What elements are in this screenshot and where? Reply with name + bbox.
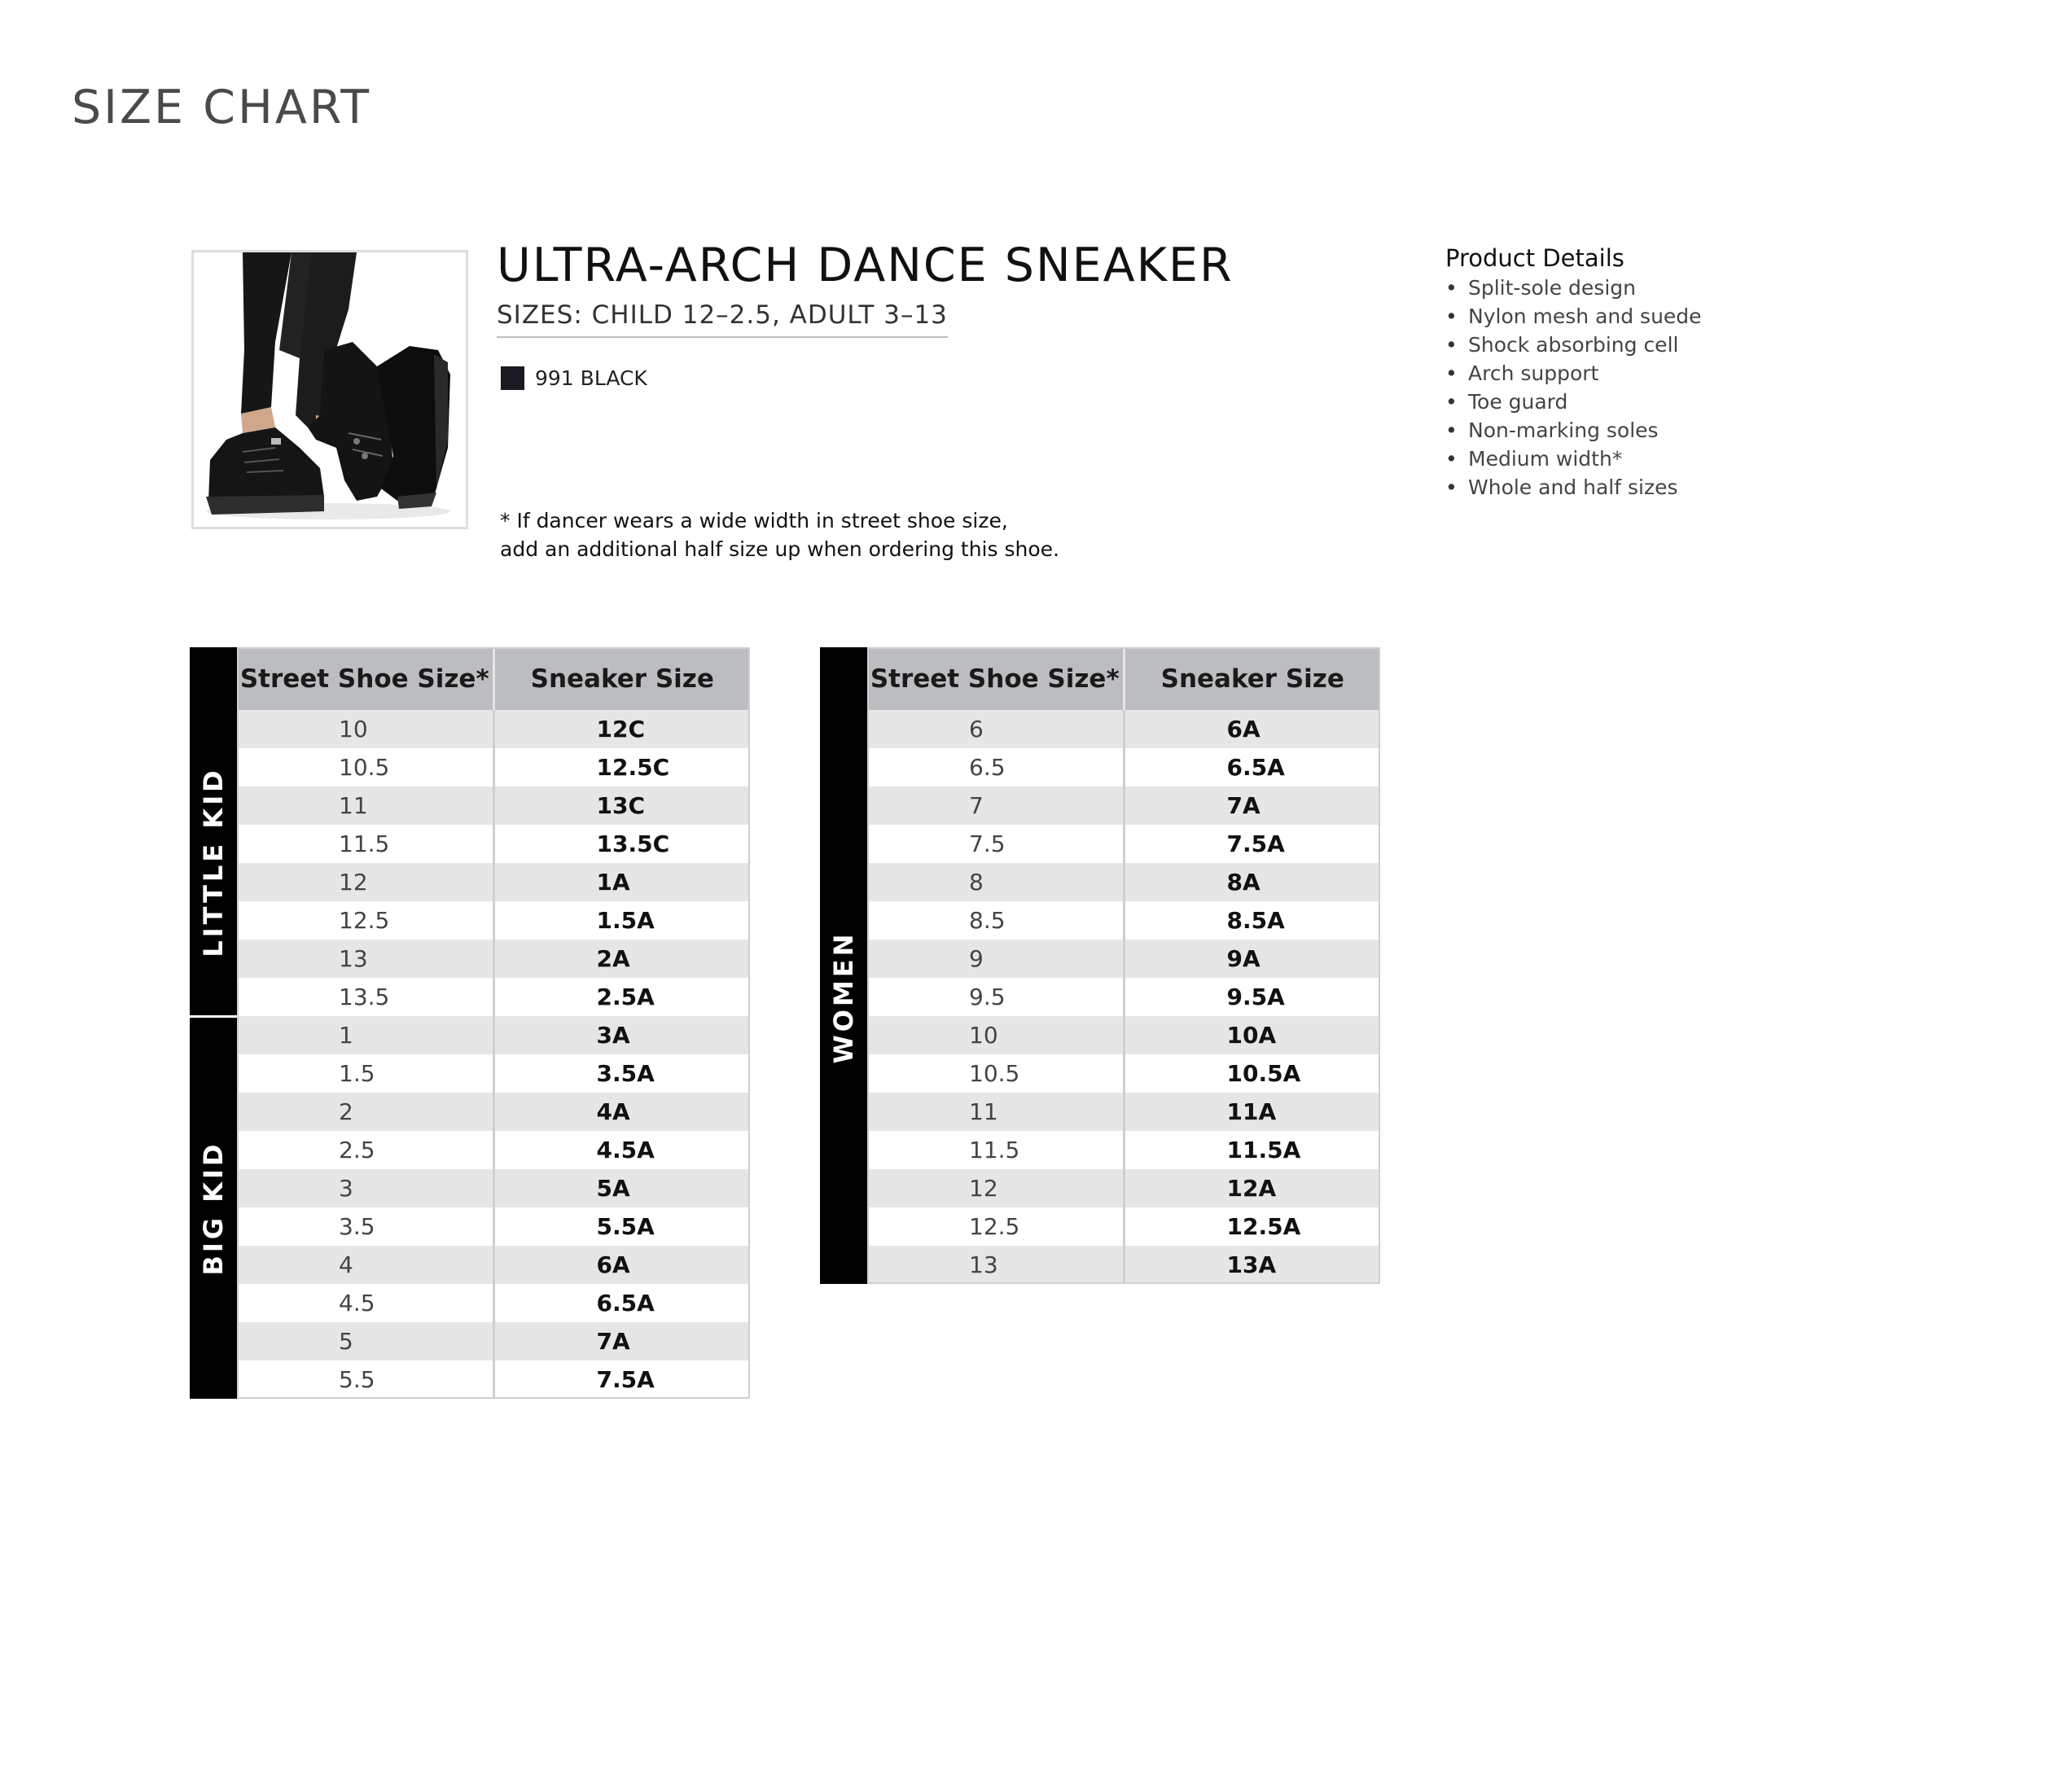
table-row bbox=[190, 1360, 750, 1399]
street-size-cell: 9.5 bbox=[867, 978, 1124, 1016]
color-swatch bbox=[501, 366, 524, 390]
street-size-cell: 9 bbox=[867, 940, 1124, 978]
street-size-cell: 2 bbox=[237, 1093, 493, 1131]
women-size-table bbox=[820, 647, 1380, 1284]
street-size-cell: 12.5 bbox=[867, 1207, 1124, 1246]
sneaker-size-cell: 3.5A bbox=[493, 1054, 750, 1093]
street-size-header: Street Shoe Size* bbox=[237, 647, 493, 710]
sneaker-size-cell: 2.5A bbox=[493, 978, 750, 1016]
sneaker-size-cell: 13.5C bbox=[493, 825, 750, 863]
street-size-cell: 12.5 bbox=[237, 901, 493, 940]
sneaker-size-cell: 7.5A bbox=[493, 1360, 750, 1399]
table-row bbox=[190, 1246, 750, 1284]
street-size-cell: 8.5 bbox=[867, 901, 1124, 940]
table-row bbox=[190, 786, 750, 825]
sneaker-size-cell: 2A bbox=[493, 940, 750, 978]
product-detail-item: • Non-marking soles bbox=[1445, 416, 1702, 445]
street-size-cell: 4.5 bbox=[237, 1284, 493, 1322]
size-group-label bbox=[190, 1016, 237, 1399]
sneaker-size-cell: 7.5A bbox=[1124, 825, 1380, 863]
table-row bbox=[820, 1169, 1380, 1207]
sneaker-size-cell: 6A bbox=[1124, 710, 1380, 748]
size-group-text: LITTLE KID bbox=[198, 767, 229, 957]
table-row bbox=[190, 901, 750, 940]
sneaker-size-cell: 12A bbox=[1124, 1169, 1380, 1207]
sneaker-size-cell: 6.5A bbox=[493, 1284, 750, 1322]
table-row bbox=[820, 863, 1380, 901]
table-row bbox=[190, 1207, 750, 1246]
sneaker-size-cell: 7A bbox=[1124, 786, 1380, 825]
table-row bbox=[190, 863, 750, 901]
footnote-line-2: add an additional half size up when ordering this shoe. bbox=[500, 537, 1059, 561]
product-detail-item: • Medium width* bbox=[1445, 445, 1702, 473]
product-details-title: Product Details bbox=[1445, 244, 1624, 272]
product-detail-item: • Toe guard bbox=[1445, 388, 1702, 416]
table-row bbox=[820, 978, 1380, 1016]
sneaker-size-cell: 1A bbox=[493, 863, 750, 901]
street-size-cell: 13.5 bbox=[237, 978, 493, 1016]
table-corner bbox=[820, 647, 867, 710]
street-size-cell: 12 bbox=[237, 863, 493, 901]
table-row bbox=[820, 1207, 1380, 1246]
table-corner bbox=[190, 647, 237, 710]
product-photo bbox=[191, 250, 468, 529]
street-size-cell: 11.5 bbox=[867, 1131, 1124, 1169]
street-size-cell: 10 bbox=[867, 1016, 1124, 1054]
product-size-range: SIZES: CHILD 12–2.5, ADULT 3–13 bbox=[497, 303, 948, 338]
street-size-cell: 2.5 bbox=[237, 1131, 493, 1169]
table-row bbox=[820, 1246, 1380, 1284]
street-size-cell: 1.5 bbox=[237, 1054, 493, 1093]
table-row bbox=[820, 710, 1380, 748]
size-group-text: BIG KID bbox=[198, 1141, 229, 1276]
table-row bbox=[820, 1054, 1380, 1093]
product-detail-item: • Split-sole design bbox=[1445, 274, 1702, 302]
street-size-header: Street Shoe Size* bbox=[867, 647, 1124, 710]
sneaker-size-cell: 9.5A bbox=[1124, 978, 1380, 1016]
street-size-cell: 6.5 bbox=[867, 748, 1124, 786]
sneaker-size-cell: 4.5A bbox=[493, 1131, 750, 1169]
product-detail-item: • Shock absorbing cell bbox=[1445, 331, 1702, 359]
table-row bbox=[190, 1093, 750, 1131]
page-title: SIZE CHART bbox=[72, 81, 372, 134]
sneaker-size-cell: 13A bbox=[1124, 1246, 1380, 1284]
table-row bbox=[190, 710, 750, 748]
table-row bbox=[190, 1322, 750, 1360]
table-row bbox=[190, 1169, 750, 1207]
street-size-cell: 10.5 bbox=[867, 1054, 1124, 1093]
footnote-line-1: * If dancer wears a wide width in street shoe size, bbox=[500, 509, 1008, 532]
street-size-cell: 5 bbox=[237, 1322, 493, 1360]
size-group-label bbox=[190, 710, 237, 1016]
product-details-list bbox=[1445, 274, 1702, 502]
table-row bbox=[190, 825, 750, 863]
sneaker-size-cell: 5.5A bbox=[493, 1207, 750, 1246]
table-row bbox=[190, 1284, 750, 1322]
street-size-cell: 10 bbox=[237, 710, 493, 748]
table-row bbox=[820, 1016, 1380, 1054]
table-row bbox=[820, 1131, 1380, 1169]
sneaker-size-header: Sneaker Size bbox=[1124, 647, 1380, 710]
street-size-cell: 12 bbox=[867, 1169, 1124, 1207]
sneaker-size-cell: 8.5A bbox=[1124, 901, 1380, 940]
street-size-cell: 7.5 bbox=[867, 825, 1124, 863]
street-size-cell: 3 bbox=[237, 1169, 493, 1207]
sneaker-size-cell: 12.5C bbox=[493, 748, 750, 786]
sneaker-size-header: Sneaker Size bbox=[493, 647, 750, 710]
sneaker-size-cell: 7A bbox=[493, 1322, 750, 1360]
table-row bbox=[820, 748, 1380, 786]
sneaker-size-cell: 9A bbox=[1124, 940, 1380, 978]
sneaker-size-cell: 6A bbox=[493, 1246, 750, 1284]
table-row bbox=[820, 1093, 1380, 1131]
sneaker-size-cell: 11.5A bbox=[1124, 1131, 1380, 1169]
table-row bbox=[190, 1131, 750, 1169]
sneaker-size-cell: 1.5A bbox=[493, 901, 750, 940]
product-detail-item: • Whole and half sizes bbox=[1445, 473, 1702, 502]
sneaker-size-cell: 4A bbox=[493, 1093, 750, 1131]
street-size-cell: 11 bbox=[237, 786, 493, 825]
product-detail-item: • Arch support bbox=[1445, 359, 1702, 388]
sneaker-size-cell: 13C bbox=[493, 786, 750, 825]
street-size-cell: 6 bbox=[867, 710, 1124, 748]
kids-size-table bbox=[190, 647, 750, 1399]
sneaker-size-cell: 5A bbox=[493, 1169, 750, 1207]
street-size-cell: 10.5 bbox=[237, 748, 493, 786]
table-row bbox=[190, 1054, 750, 1093]
product-detail-item: • Nylon mesh and suede bbox=[1445, 302, 1702, 331]
sneaker-photo-icon bbox=[194, 252, 466, 527]
street-size-cell: 3.5 bbox=[237, 1207, 493, 1246]
table-row bbox=[190, 748, 750, 786]
street-size-cell: 13 bbox=[867, 1246, 1124, 1284]
sneaker-size-cell: 12.5A bbox=[1124, 1207, 1380, 1246]
sneaker-size-cell: 12C bbox=[493, 710, 750, 748]
table-row bbox=[190, 1016, 750, 1054]
product-title: ULTRA-ARCH DANCE SNEAKER bbox=[497, 239, 1234, 292]
street-size-cell: 5.5 bbox=[237, 1360, 493, 1399]
size-group-text: WOMEN bbox=[828, 931, 859, 1063]
sneaker-size-cell: 8A bbox=[1124, 863, 1380, 901]
table-row bbox=[190, 940, 750, 978]
street-size-cell: 11 bbox=[867, 1093, 1124, 1131]
table-row bbox=[820, 786, 1380, 825]
street-size-cell: 4 bbox=[237, 1246, 493, 1284]
sneaker-size-cell: 10.5A bbox=[1124, 1054, 1380, 1093]
color-label: 991 BLACK bbox=[535, 366, 647, 390]
table-row bbox=[190, 978, 750, 1016]
street-size-cell: 11.5 bbox=[237, 825, 493, 863]
table-row bbox=[820, 825, 1380, 863]
width-footnote bbox=[500, 506, 1151, 563]
street-size-cell: 1 bbox=[237, 1016, 493, 1054]
street-size-cell: 8 bbox=[867, 863, 1124, 901]
street-size-cell: 13 bbox=[237, 940, 493, 978]
sneaker-size-cell: 6.5A bbox=[1124, 748, 1380, 786]
sneaker-size-cell: 3A bbox=[493, 1016, 750, 1054]
table-row bbox=[820, 901, 1380, 940]
sneaker-size-cell: 11A bbox=[1124, 1093, 1380, 1131]
table-row bbox=[820, 940, 1380, 978]
sneaker-size-cell: 10A bbox=[1124, 1016, 1380, 1054]
street-size-cell: 7 bbox=[867, 786, 1124, 825]
size-group-label bbox=[820, 710, 867, 1284]
